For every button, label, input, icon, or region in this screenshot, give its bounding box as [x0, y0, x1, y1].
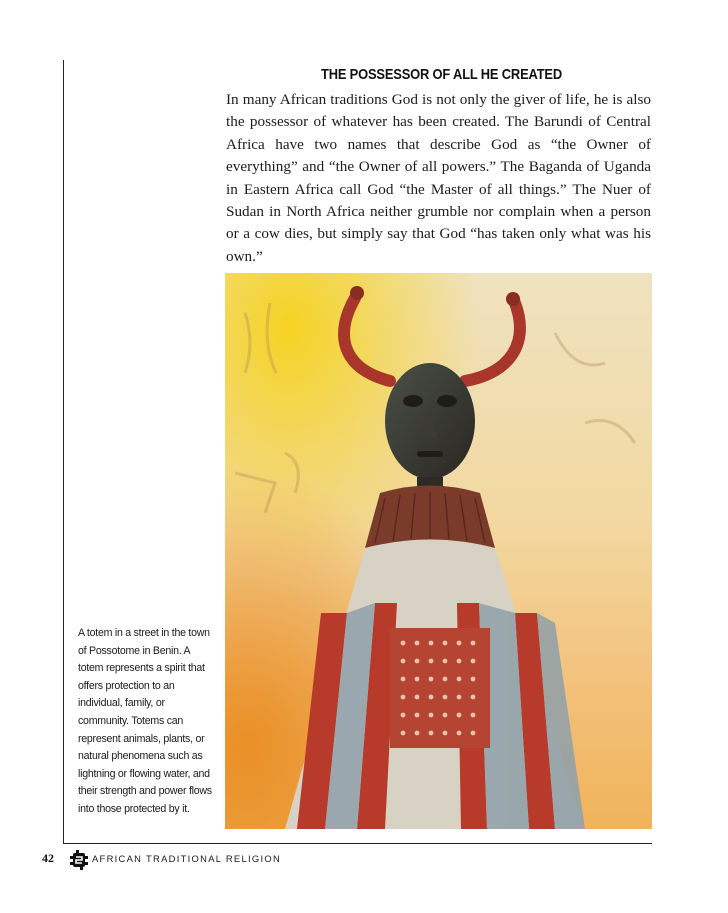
- totem-photo: [225, 273, 652, 829]
- body-paragraph: In many African traditions God is not only the giver of life, he is also the possessor of whatever has been created. The Barundi of Central Africa have two names that describe God as “the Owner of everything” and “the Owner of all powers.” The Baganda of Uganda in Eastern Africa call God “the Master of all things.” The Nuer of Sudan in North Africa neither grumble nor complain when a person or a cow dies, but simply say that God “has taken only what was his own.”: [226, 91, 651, 265]
- margin-rule: [63, 60, 64, 843]
- running-head: AFRICAN TRADITIONAL RELIGION: [92, 853, 282, 864]
- photo-caption: A totem in a street in the town of Possotome in Benin. A totem represents a spirit that offers protection to an individual, family, or community. Totems can represent animals, plants, or natural phenomena such as lightning or flowing water, and their strength and power flows into those protected by it.: [78, 627, 212, 815]
- adinkra-symbol-icon: [70, 850, 88, 870]
- footer-rule: [63, 843, 652, 844]
- page-number: 42: [42, 851, 54, 865]
- section-heading: THE POSSESSOR OF ALL HE CREATED: [320, 66, 562, 83]
